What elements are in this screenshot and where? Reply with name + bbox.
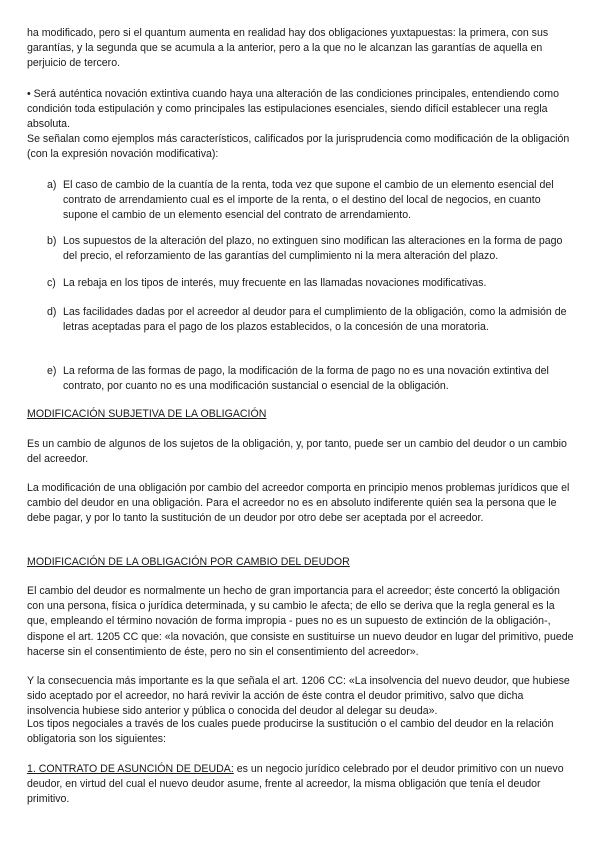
list-item-label: a): [47, 179, 57, 191]
asuncion-deuda-text: es un negocio jurídico celebrado por el deudor primitivo con un nuevo deudor, en virtud del cual el nuevo deudor asume, frente al acreedor, la misma obligación que tenía el deudor primitivo.: [27, 763, 564, 806]
paragraph-deudor-1: El cambio del deudor es normalmente un hecho de gran importancia para el acreedor; éste concertó la obligación con una persona, física o jurídica determinada, y su cambio le afecta; de ello se deriva que la regla general es la que, empleando el término novación de forma impropia - pues no es un supuesto de extinción de la obligación-, dispone el art. 1205 CC que: «la novación, que consiste en sustituirse un nuevo deudor en lugar del primitivo, puede hacerse sin el consentimiento de éste, pero no sin el consentimiento del acreedor».: [27, 585, 574, 658]
list-item-text: Las facilidades dadas por el acreedor al deudor para el cumplimiento de la obligación, como la admisión de letras aceptadas para el pago de los plazos establecidos, o la concesión de una moratoria.: [63, 306, 567, 334]
heading-cambio-deudor: MODIFICACIÓN DE LA OBLIGACIÓN POR CAMBIO DEL DEUDOR: [27, 556, 350, 568]
list-item-text: La rebaja en los tipos de interés, muy frecuente en las llamadas novaciones modificativas.: [63, 277, 487, 289]
list-item-text: Los supuestos de la alteración del plazo, no extinguen sino modifican las alteraciones en la forma de pago del precio, el reforzamiento de las garantías del cumplimiento ni la mera alteración del plazo.: [63, 235, 563, 263]
list-item-label: b): [47, 235, 57, 247]
paragraph-asuncion-deuda: [27, 762, 575, 808]
paragraph-deudor-2: Y la consecuencia más importante es la que señala el art. 1206 CC: «La insolvencia del nuevo deudor, que hubiese sido aceptado por el acreedor, no hará revivir la acción de éste contra el deudor primitivo, salvo que dicha insolvencia hubiese sido anterior y pública o conocida del deudor al delegar su deuda».: [27, 675, 570, 718]
paragraph-subjetiva-1: Es un cambio de algunos de los sujetos de la obligación, y, por tanto, puede ser un cambio del deudor o un cambio del acreedor.: [27, 438, 567, 466]
paragraph-deudor-3: Los tipos negociales a través de los cuales puede producirse la sustitución o el cambio del deudor en la relación obligatoria son los siguientes:: [27, 718, 554, 746]
list-item-label: c): [47, 277, 56, 289]
asuncion-deuda-label: 1. CONTRATO DE ASUNCIÓN DE DEUDA:: [27, 763, 234, 775]
list-item-text: El caso de cambio de la cuantía de la renta, toda vez que supone el cambio de un elemento esencial del contrato de arrendamiento cual es el importe de la renta, o el destino del local de negocios, en cuanto supone el cambio de un elemento esencial del contrato de arrendamiento.: [63, 179, 554, 222]
paragraph-intro: ha modificado, pero si el quantum aumenta en realidad hay dos obligaciones yuxtapuestas: la primera, con sus garantías, y la segunda que se acumula a la anterior, pero a la que no le alcanzan las garantías de aquella en perjuicio de tercero.: [27, 27, 549, 70]
list-item-label: d): [47, 306, 57, 318]
heading-modificacion-subjetiva: MODIFICACIÓN SUBJETIVA DE LA OBLIGACIÓN: [27, 408, 267, 420]
paragraph-subjetiva-2: La modificación de una obligación por cambio del acreedor comporta en principio menos problemas jurídicos que el cambio del deudor en una obligación. Para el acreedor no es en absoluto indiferente quién sea la persona que le debe pagar, y por lo tanto la sustitución de un deudor por otro debe ser aceptada por el acreedor.: [27, 482, 570, 525]
paragraph-bullet: • Será auténtica novación extintiva cuando haya una alteración de las condiciones principales, entendiendo como condición toda estipulación y como principales las estipulaciones esenciales, siendo difícil establecer una regla absoluta.: [27, 88, 559, 131]
list-item-label: e): [47, 365, 57, 377]
list-item-text: La reforma de las formas de pago, la modificación de la forma de pago no es una novación extintiva del contrato, por cuanto no es una modificación sustancial o esencial de la obligación.: [63, 365, 549, 393]
paragraph-examples: Se señalan como ejemplos más característicos, calificados por la jurisprudencia como modificación de la obligación (con la expresión novación modificativa):: [27, 133, 570, 161]
